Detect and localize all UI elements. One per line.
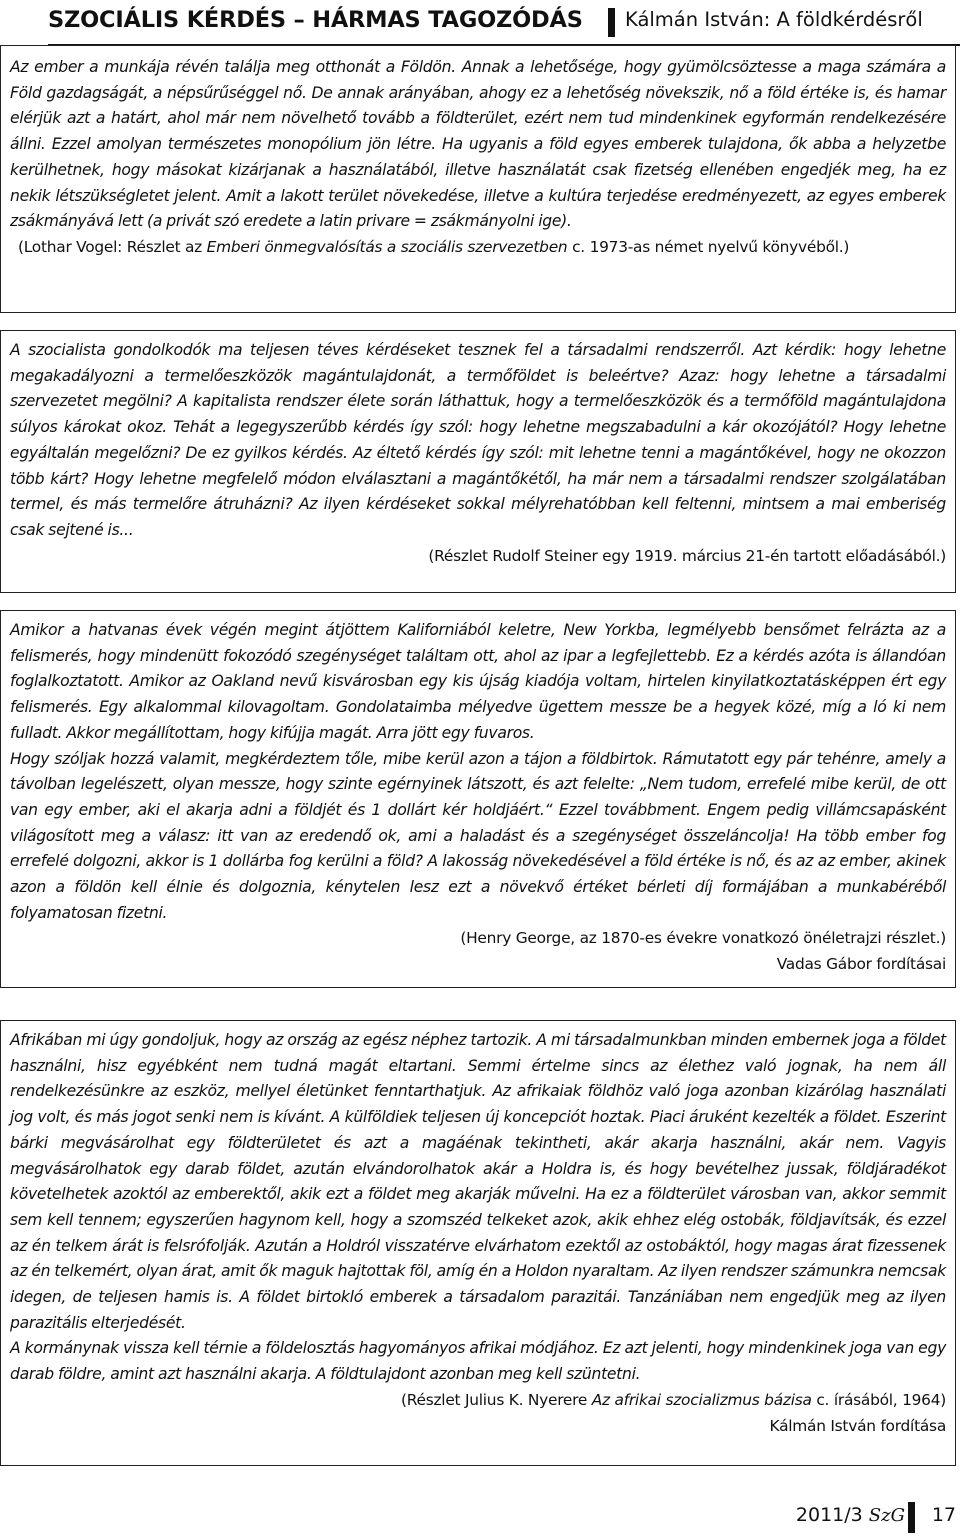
- page-footer: [660, 1496, 960, 1536]
- quote-box-vogel: [0, 45, 956, 313]
- quote-source: [10, 1388, 946, 1414]
- header-divider: [608, 8, 615, 37]
- page-number: 17: [931, 1504, 956, 1526]
- source-book-title: Az afrikai szocializmus bázisa: [591, 1390, 812, 1409]
- source-prefix: (Részlet Julius K. Nyerere: [400, 1390, 592, 1409]
- translator-credit: Kálmán István fordítása: [769, 1416, 946, 1435]
- translator-credit: Vadas Gábor fordításai: [776, 955, 946, 974]
- quote-text: Hogy szóljak hozzá valamit, megkérdeztem tőle, mibe kerül azon a tájon a földbirtok. Rámutatott egy pár tehénre, amely a távolban legelészett, olyan messze, hogy szinte egérnyinek látszott, és azt felelte: „Nem tudom, errefelé mibe kerül, de ott van egy ember, aki el akarja adni a földjét és 1 dollárt kér holdjáért.“ Ezzel továbbment. Engem pedig villámcsapásként világosított meg a válasz: itt van az eredendő ok, ami a haladást és a szegénységet összeláncolja! Ha több ember fog errefelé dolgozni, akkor is 1 dollárba fog kerülni a föld? A lakosság növekedésével a föld értéke is nő, és az az ember, akinek azon a földön kell élnie és dolgoznia, kénytelen lesz ezt a növekvő értéket bérleti díj formájában a munkabéréből folyamatosan fizetni.: [10, 749, 946, 922]
- quote-text: Afrikában mi úgy gondoljuk, hogy az ország az egész néphez tartozik. A mi társadalmunkban minden embernek joga a földet használni, hisz egyébként nem tudná magát eltartani. Semmi értelme sincs az élethez való jognak, ha nem áll rendelkezésünkre az eszköz, mellyel életünket fenntarthatjuk. Az afrikaiak földhöz való joga azonban kizárólag használati jog volt, és más jogot senki nem is kívánt. A külföldiek teljesen új koncepciót hoztak. Piaci áruként kezelték a földet. Eszerint bárki megvásárolhat egy földterületet és azt a magáénak tekintheti, akár akarja használni, akár nem. Vagyis megvásárolhatok egy darab földet, azután elvándorolhatok akár a Holdra is, és hogy bevételhez jussak, földjáradékot követelhetek azoktól az emberektől, akik ezt a földet meg akarják művelni. Ha ez a földterület városban van, akkor semmit sem kell tennem; egyszerűen hagynom kell, hogy a szomszéd telkeket azok, akik ehhez elég ostobák, földjavítsák, és ezzel az én telkem árát is felsrófolják. Azután a Holdról visszatérve elvárhatom ezektől az ostobáktól, hogy magas árat fizessenek az én telkemért, olyan árat, amit ők maguk hajtottak föl, amíg én a Holdon nyaraltam. Az ilyen rendszer számunkra nemcsak idegen, de teljesen hamis is. A földet birtokló emberek a társadalom parazitái. Tanzániában nem engedjük meg az ilyen parazitális elterjedését.: [10, 1031, 946, 1332]
- quote-source: (Henry George, az 1870-es évekre vonatkozó önéletrajzi részlet.): [460, 929, 946, 948]
- quote-box-george: [0, 610, 956, 988]
- quote-box-nyerere: [0, 1020, 956, 1466]
- section-title: SZOCIÁLIS KÉRDÉS – HÁRMAS TAGOZÓDÁS: [48, 7, 583, 33]
- journal-name: SzG: [868, 1505, 905, 1526]
- footer-divider: [908, 1502, 915, 1533]
- quote-source: [10, 235, 946, 261]
- source-book-title: Emberi önmegvalósítás a szociális szervezetben: [206, 237, 568, 256]
- issue-label: [796, 1500, 905, 1531]
- quote-text: Az ember a munkája révén találja meg otthonát a Földön. Annak a lehetősége, hogy gyümölcsöztesse a maga számára a Föld gazdagságát, a népsűrűséggel nő. De annak arányában, ahogy ez a lehetőség növekszik, nő a föld értéke is, és hamar elérjük azt a határt, ahol már nem növelhető tovább a földterület, ezért nem tud mindenkinek egyformán rendelkezésére állni. Ezzel amolyan természetes monopólium jön létre. Ha ugyanis a föld egyes emberek tulajdona, ők abba a helyzetbe kerülhetnek, hogy másokat kizárjanak a használatából, illetve használatát csak fizetség ellenében engedjék meg, ha ez nekik létszükségletet jelent. Amit a lakott terület növekedése, illetve a kultúra terjedése eredményezett, az egyes emberek zsákmányává lett (a privát szó eredete a latin privare = zsákmányolni ige).: [10, 58, 946, 231]
- quote-source: (Részlet Rudolf Steiner egy 1919. március 21-én tartott előadásából.): [428, 546, 946, 565]
- quote-box-steiner: [0, 330, 956, 593]
- page-header: [48, 3, 960, 39]
- source-suffix: c. írásából, 1964): [811, 1390, 946, 1409]
- article-title: Kálmán István: A földkérdésről: [625, 8, 923, 31]
- quote-text: A kormánynak vissza kell térnie a földelosztás hagyományos afrikai módjához. Ez azt jelenti, hogy mindenkinek joga van egy darab földre, amint azt használni akarja. A földtulajdont azonban meg kell szüntetni.: [10, 1339, 946, 1384]
- source-prefix: (Lothar Vogel: Részlet az: [18, 237, 207, 256]
- quote-text: Amikor a hatvanas évek végén megint átjöttem Kaliforniából keletre, New Yorkba, legmélyebb bensőmet felrázta az a felismerés, hogy mindenütt fokozódó szegénységet találtam ott, ahol az ipar a legfejlettebb. Ez a kérdés azóta is állandóan foglalkoztatott. Amikor az Oakland nevű kisvárosban egy kis újság kiadója voltam, hirtelen kinyilatkoztatásképpen ért egy felismerés. Egy alkalommal kilovagoltam. Gondolataimba mélyedve ügettem messze be a hegyek közé, míg a ló ki nem fulladt. Akkor megállítottam, hogy kifújja magát. Arra jött egy fuvaros.: [10, 621, 946, 742]
- issue-number: 2011/3: [795, 1504, 863, 1526]
- quote-text: A szocialista gondolkodók ma teljesen téves kérdéseket tesznek fel a társadalmi rendszerről. Azt kérdik: hogy lehetne megakadályozni a termelőeszközök magántulajdonát, a termőföldet is beleértve? Azaz: hogy lehetne a társadalmi szervezetet megölni? A kapitalista rendszer élete során láthattuk, hogy a termelőeszközök és a termőföld magántulajdona súlyos károkat okoz. Tehát a legegyszerűbb kérdés így szól: hogy lehetne megszabadulni a kár okozójától? Hogy lehetne egyáltalán megelőzni? De ez gyilkos kérdés. Az éltető kérdés így szól: mit lehetne tenni a magántőkével, hogy ne okozzon több kárt? Hogy lehetne megfelelő módon elválasztani a magántőkétől, ha már nem a társadalmi rendszer szolgálatában termel, és más termelőre átruházni? Az ilyen kérdéseket sokkal mélyrehatóbban kell feltenni, mintsem a mai emberiség csak sejtené is...: [10, 341, 946, 539]
- source-suffix: c. 1973-as német nyelvű könyvéből.): [567, 237, 850, 256]
